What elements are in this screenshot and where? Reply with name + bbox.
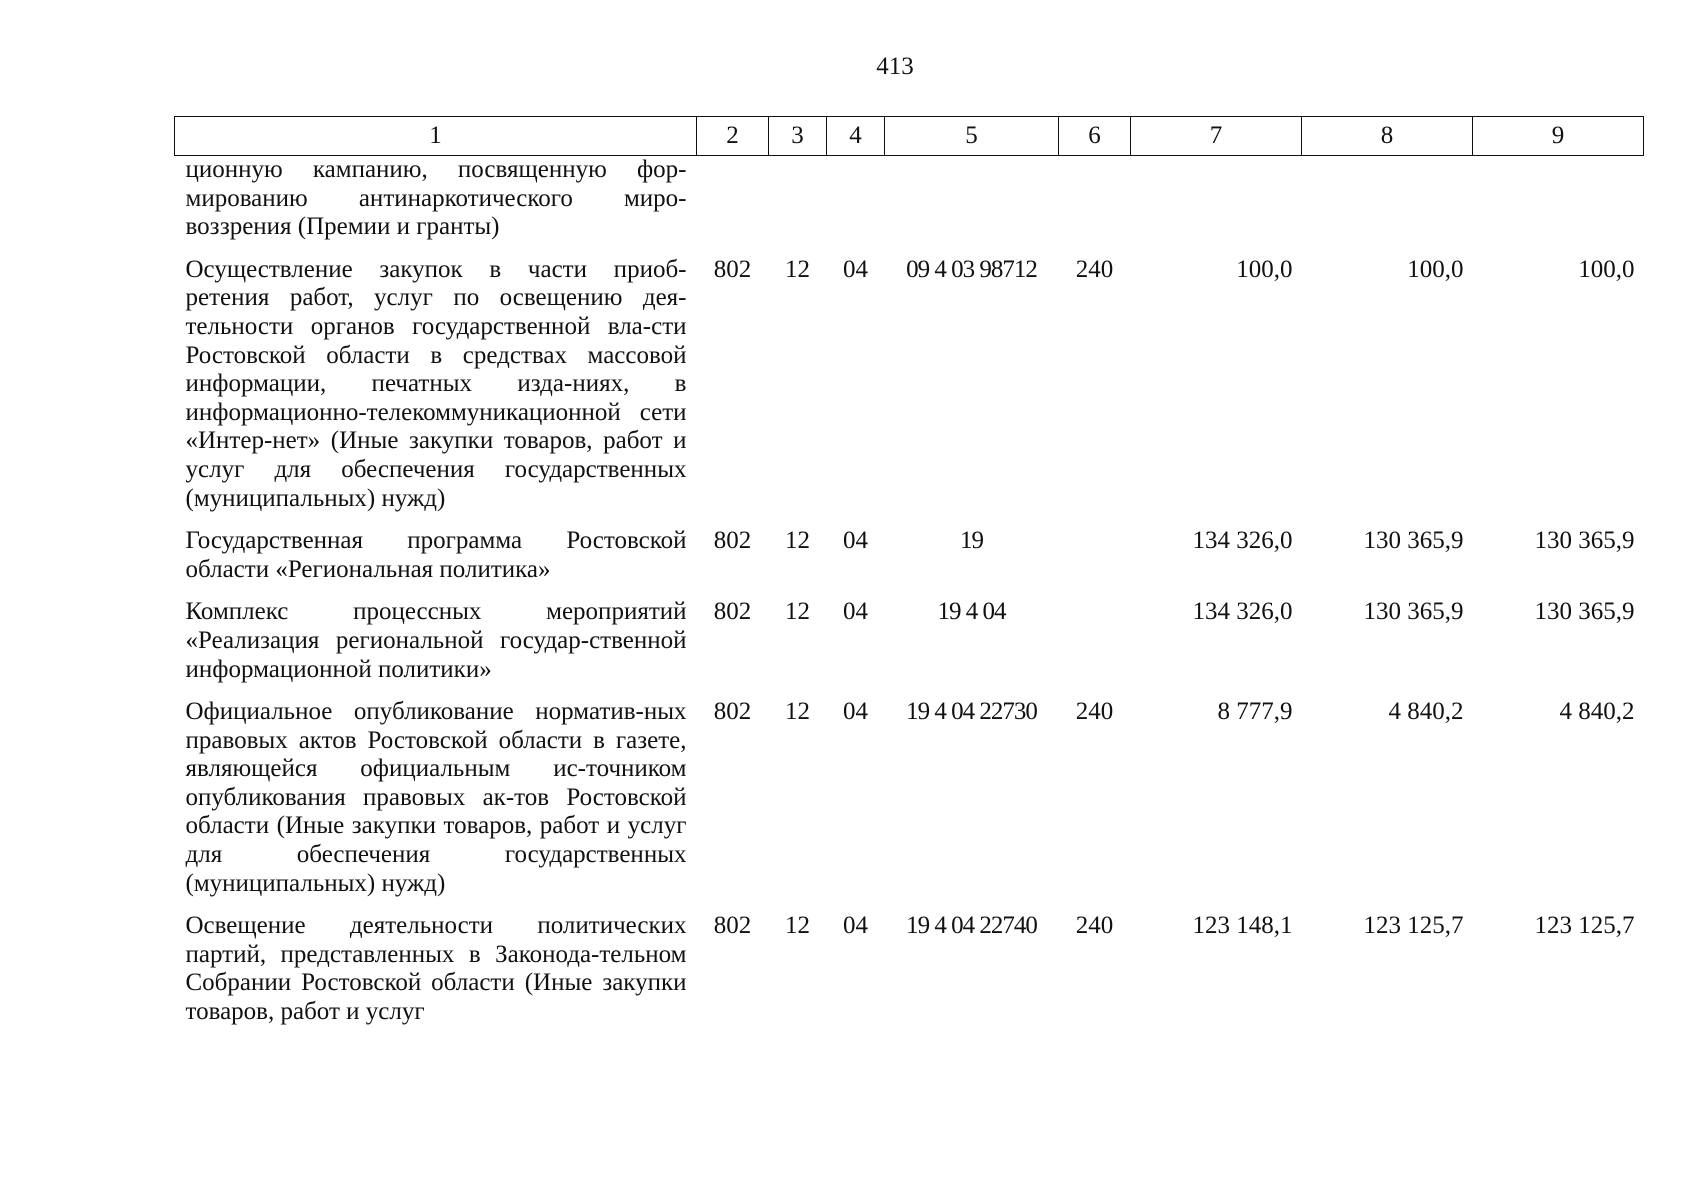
- cell-amount-2: 130 365,9: [1363, 598, 1464, 626]
- cell-amount-1: 134 326,0: [1192, 598, 1293, 626]
- cell-ministry: 802: [713, 598, 752, 626]
- cell-amount-3: [1473, 156, 1644, 242]
- cell-section: [769, 156, 827, 242]
- column-header: 6: [1059, 117, 1131, 156]
- column-header: 7: [1131, 117, 1302, 156]
- cell-expense-type: 240: [1075, 255, 1114, 283]
- cell-amount-1: 134 326,0: [1192, 527, 1293, 555]
- cell-subsection: 04: [843, 527, 868, 555]
- cell-amount-1: 8 777,9: [1217, 698, 1293, 726]
- table-row: [175, 156, 1644, 242]
- row-description: Официальное опубликование норматив-ных правовых актов Ростовской области в газете, являющейся официальным ис-точником опубликования правовых ак-тов Ростовской области (Иные закупки товаров, работ и услуг для обеспечения государственных (муниципальных) нужд): [185, 698, 687, 897]
- cell-ministry: 802: [713, 255, 752, 283]
- cell-amount-3: 123 125,7: [1534, 912, 1635, 940]
- column-header: 3: [769, 117, 827, 156]
- table-row: [175, 684, 1644, 898]
- table-row: [175, 584, 1644, 684]
- cell-expense-type: [1059, 513, 1131, 584]
- cell-amount-1: 100,0: [1236, 255, 1293, 283]
- cell-ministry: [697, 156, 769, 242]
- cell-subsection: 04: [843, 698, 868, 726]
- budget-table: [174, 116, 1644, 1027]
- row-description: Освещение деятельности политических партий, представленных в Законода-тельном Собрании Ростовской области (Иные закупки товаров, работ и услуг: [185, 912, 687, 1026]
- column-header: 9: [1473, 117, 1644, 156]
- cell-section: 12: [785, 598, 810, 626]
- cell-target-code: [885, 156, 1059, 242]
- cell-amount-2: 100,0: [1407, 255, 1464, 283]
- cell-subsection: 04: [843, 598, 868, 626]
- cell-expense-type: 240: [1075, 912, 1114, 940]
- cell-section: 12: [785, 527, 810, 555]
- cell-amount-1: [1131, 156, 1302, 242]
- cell-amount-3: 100,0: [1578, 255, 1635, 283]
- table-header-row: [175, 117, 1644, 156]
- cell-target-code: 19: [960, 527, 983, 555]
- cell-target-code: 19 4 04 22730: [906, 698, 1037, 726]
- cell-expense-type: [1059, 584, 1131, 684]
- cell-subsection: 04: [843, 255, 868, 283]
- cell-section: 12: [785, 255, 810, 283]
- row-description: ционную кампанию, посвященную фор-мированию антинаркотического миро-воззрения (Премии и гранты): [185, 156, 687, 241]
- cell-amount-2: [1302, 156, 1473, 242]
- cell-amount-2: 130 365,9: [1363, 527, 1464, 555]
- cell-ministry: 802: [713, 912, 752, 940]
- cell-target-code: 19 4 04 22740: [906, 912, 1037, 940]
- column-header: 2: [697, 117, 769, 156]
- row-description: Комплекс процессных мероприятий «Реализация региональной государ-ственной информационной политики»: [185, 598, 687, 683]
- cell-subsection: 04: [843, 912, 868, 940]
- column-header: 4: [827, 117, 885, 156]
- cell-amount-3: 130 365,9: [1534, 598, 1635, 626]
- cell-expense-type: 240: [1075, 698, 1114, 726]
- table-row: [175, 898, 1644, 1026]
- cell-section: 12: [785, 912, 810, 940]
- cell-amount-3: 4 840,2: [1559, 698, 1635, 726]
- cell-section: 12: [785, 698, 810, 726]
- cell-target-code: 09 4 03 98712: [906, 255, 1037, 283]
- column-header: 8: [1302, 117, 1473, 156]
- row-description: Осуществление закупок в части приоб-ретения работ, услуг по освещению дея-тельности органов государственной вла-сти Ростовской области в средствах массовой информации, печатных изда-ниях, в информационно-телекоммуникационной сети «Интер-нет» (Иные закупки товаров, работ и услуг для обеспечения государственных (муниципальных) нужд): [185, 255, 687, 512]
- cell-expense-type: [1059, 156, 1131, 242]
- column-header: 1: [175, 117, 697, 156]
- cell-subsection: [827, 156, 885, 242]
- cell-ministry: 802: [713, 698, 752, 726]
- cell-amount-2: 4 840,2: [1388, 698, 1464, 726]
- page-number: 413: [876, 53, 914, 80]
- table-row: [175, 242, 1644, 513]
- cell-amount-1: 123 148,1: [1192, 912, 1293, 940]
- column-header: 5: [885, 117, 1059, 156]
- row-description: Государственная программа Ростовской области «Региональная политика»: [185, 527, 687, 583]
- cell-target-code: 19 4 04: [937, 598, 1006, 626]
- cell-amount-2: 123 125,7: [1363, 912, 1464, 940]
- table-row: [175, 513, 1644, 584]
- cell-amount-3: 130 365,9: [1534, 527, 1635, 555]
- cell-ministry: 802: [713, 527, 752, 555]
